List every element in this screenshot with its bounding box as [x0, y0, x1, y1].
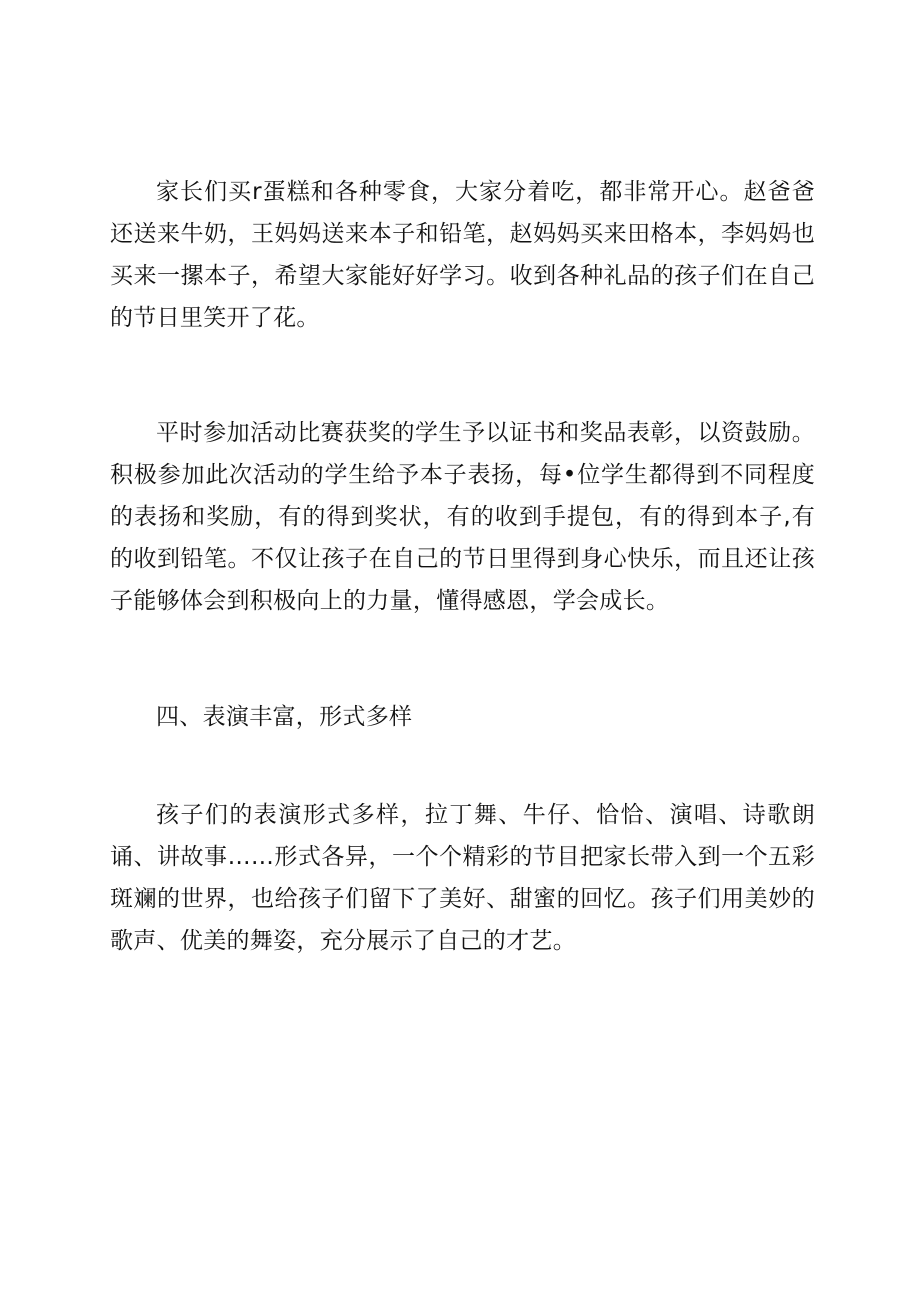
paragraph-performances: 孩子们的表演形式多样，拉丁舞、牛仔、恰恰、演唱、诗歌朗诵、讲故事……形式各异，一个个精彩的节目把家长带入到一个五彩斑斓的世界，也给孩子们留下了美好、甜蜜的回忆。孩子们用美妙的歌声、优美的舞姿，充分展示了自己的才艺。 — [110, 802, 815, 954]
paragraph-gifts: 家长们买r蛋糕和各种零食，大家分着吃，都非常开心。赵爸爸还送来牛奶，王妈妈送来本子和铅笔，赵妈妈买来田格本，李妈妈也买来一摞本子，希望大家能好好学习。收到各种礼品的孩子们在自己的节日里笑开了花。 — [110, 179, 815, 331]
paragraph-awards: 平时参加活动比赛获奖的学生予以证书和奖品表彰，以资鼓励。积极参加此次活动的学生给予本子表扬，每•位学生都得到不同程度的表扬和奖励，有的得到奖状，有的收到手提包，有的得到本子,有的收到铅笔。不仅让孩子在自己的节日里得到身心快乐，而且还让孩子能够体会到积极向上的力量，懂得感恩，学会成长。 — [110, 420, 815, 614]
section-heading: 四、表演丰富，形式多样 — [156, 704, 413, 730]
